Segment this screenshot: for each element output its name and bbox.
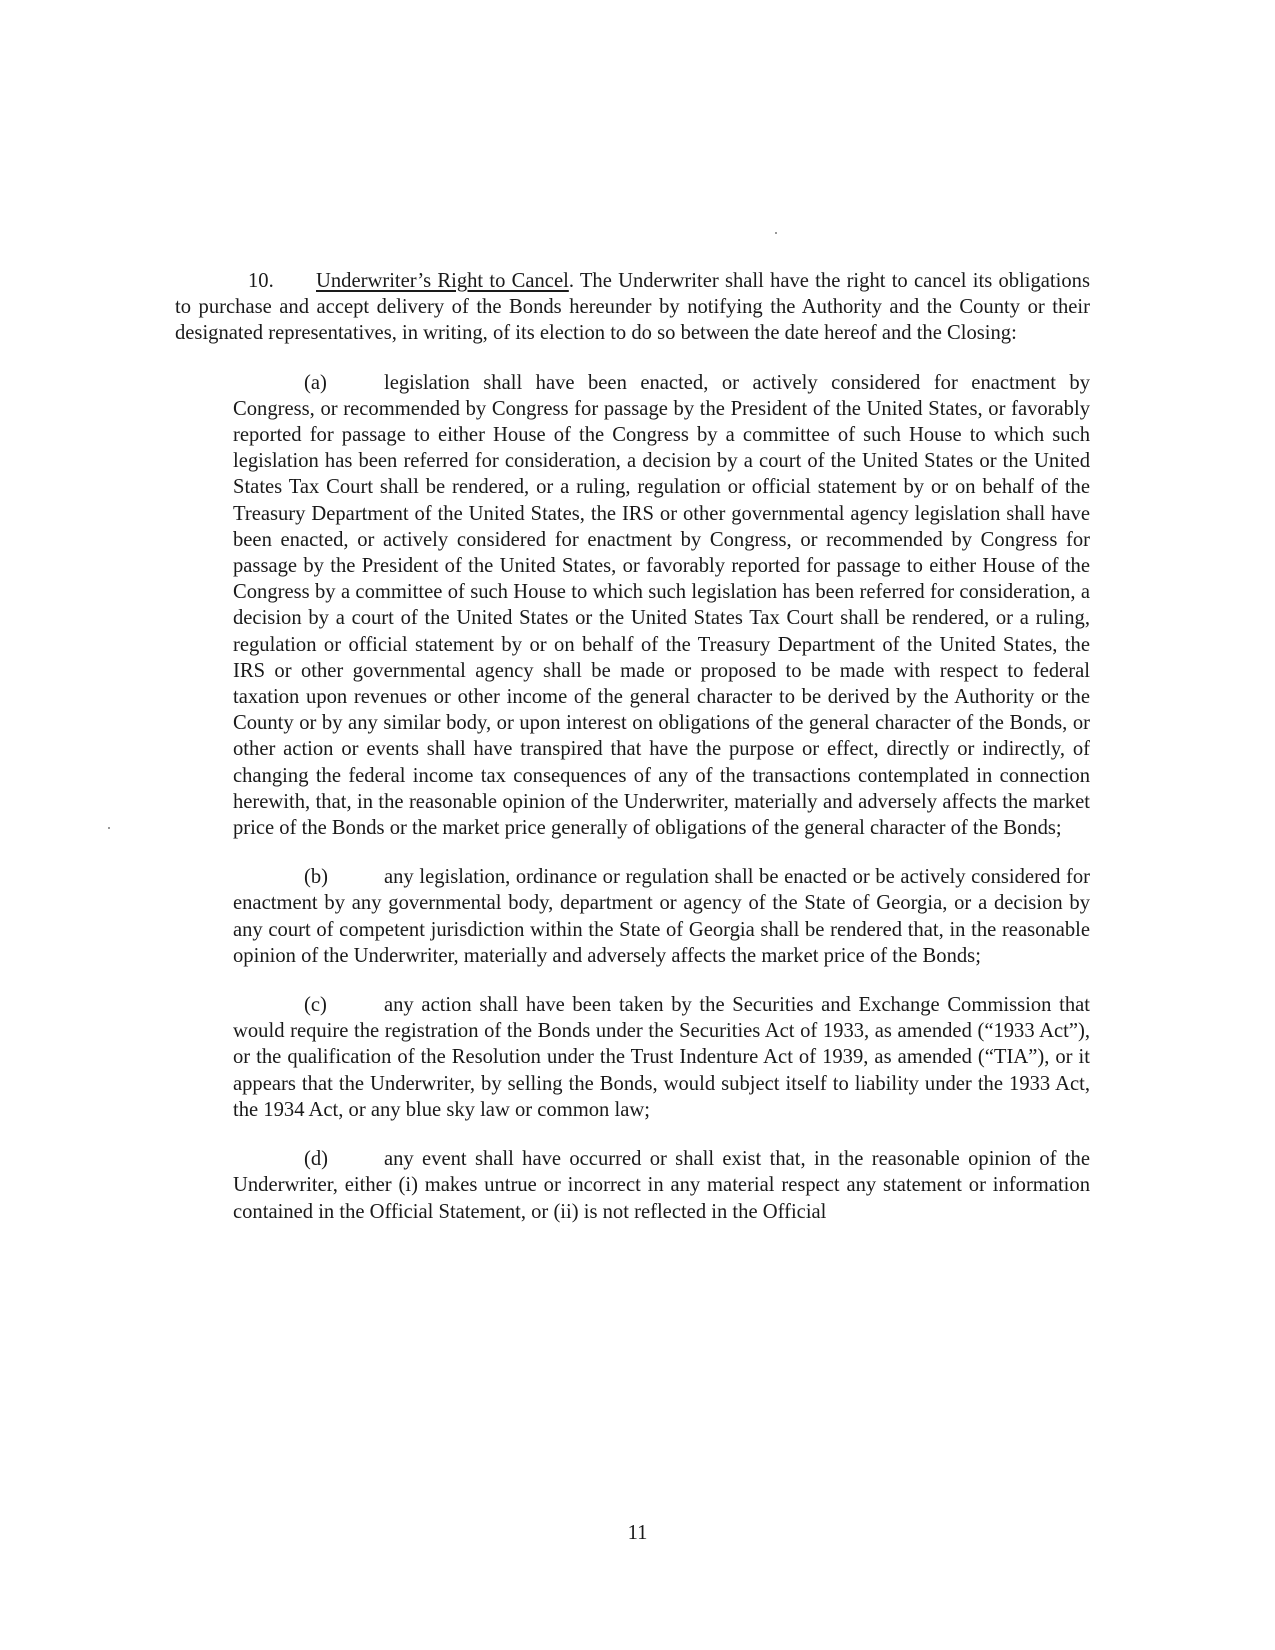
subsection-d-label: (d)	[304, 1148, 329, 1171]
subsection-d	[233, 1146, 1090, 1225]
subsection-c-text: any action shall have been taken by the Securities and Exchange Commission that would require the registration of the Bonds under the Securities Act of 1933, as amended (“1933 Act”), or the qualification of the Resolution under the Trust Indenture Act of 1939, as amended (“TIA”), or it appears that the Underwriter, by selling the Bonds, would subject itself to liability under the 1933 Act, the 1934 Act, or any blue sky law or common law;	[233, 994, 1090, 1121]
subsection-c-label: (c)	[304, 994, 327, 1017]
section-number: 10.	[248, 270, 274, 292]
subsection-a-text: legislation shall have been enacted, or actively considered for enactment by Congress, or recommended by Congress for passage by the President of the United States, or favorably reported for passage to either House of the Congress by a committee of such House to which such legislation has been referred for consideration, a decision by a court of the United States or the United States Tax Court shall be rendered, or a ruling, regulation or official statement by or on behalf of the Treasury Department of the United States, the IRS or other governmental agency legislation shall have been enacted, or actively considered for enactment by Congress, or recommended by Congress for passage by the President of the United States, or favorably reported for passage to either House of the Congress by a committee of such House to which such legislation has been referred for consideration, a decision by a court of the United States or the United States Tax Court shall be rendered, or a ruling, regulation or official statement by or on behalf of the Treasury Department of the United States, the IRS or other governmental agency shall be made or proposed to be made with respect to federal taxation upon revenues or other income of the general character to be derived by the Authority or the County or by any similar body, or upon interest on obligations of the general character of the Bonds, or other action or events shall have transpired that have the purpose or effect, directly or indirectly, of changing the federal income tax consequences of any of the transactions contemplated in connection herewith, that, in the reasonable opinion of the Underwriter, materially and adversely affects the market price of the Bonds or the market price generally of obligations of the general character of the Bonds;	[233, 371, 1090, 840]
subsection-b-text: any legislation, ordinance or regulation shall be enacted or be actively considered for enactment by any governmental body, department or agency of the State of Georgia, or a decision by any court of competent jurisdiction within the State of Georgia shall be rendered that, in the reasonable opinion of the Underwriter, materially and adversely affects the market price of the Bonds;	[233, 866, 1090, 967]
subsection-b-label: (b)	[304, 866, 329, 889]
subsection-a	[233, 370, 1090, 842]
section-intro-text: . The Underwriter shall have the right to cancel its obligations to purchase and accept delivery of the Bonds hereunder by notifying the Authority and the County or their designated representatives, in writing, of its election to do so between the date hereof and the Closing:	[175, 270, 1090, 345]
subsection-a-label: (a)	[304, 371, 327, 394]
document-body	[175, 268, 1090, 1225]
section-10-paragraph	[175, 268, 1090, 347]
scan-speck	[108, 827, 110, 829]
section-title: Underwriter’s Right to Cancel	[316, 270, 569, 292]
subsection-b	[233, 864, 1090, 969]
subsection-c	[233, 992, 1090, 1123]
page-number: 11	[627, 1522, 648, 1544]
subsection-d-text: any event shall have occurred or shall exist that, in the reasonable opinion of the Underwriter, either (i) makes untrue or incorrect in any material respect any statement or information contained in the Official Statement, or (ii) is not reflected in the Official	[233, 1148, 1090, 1223]
scan-speck	[775, 232, 777, 234]
